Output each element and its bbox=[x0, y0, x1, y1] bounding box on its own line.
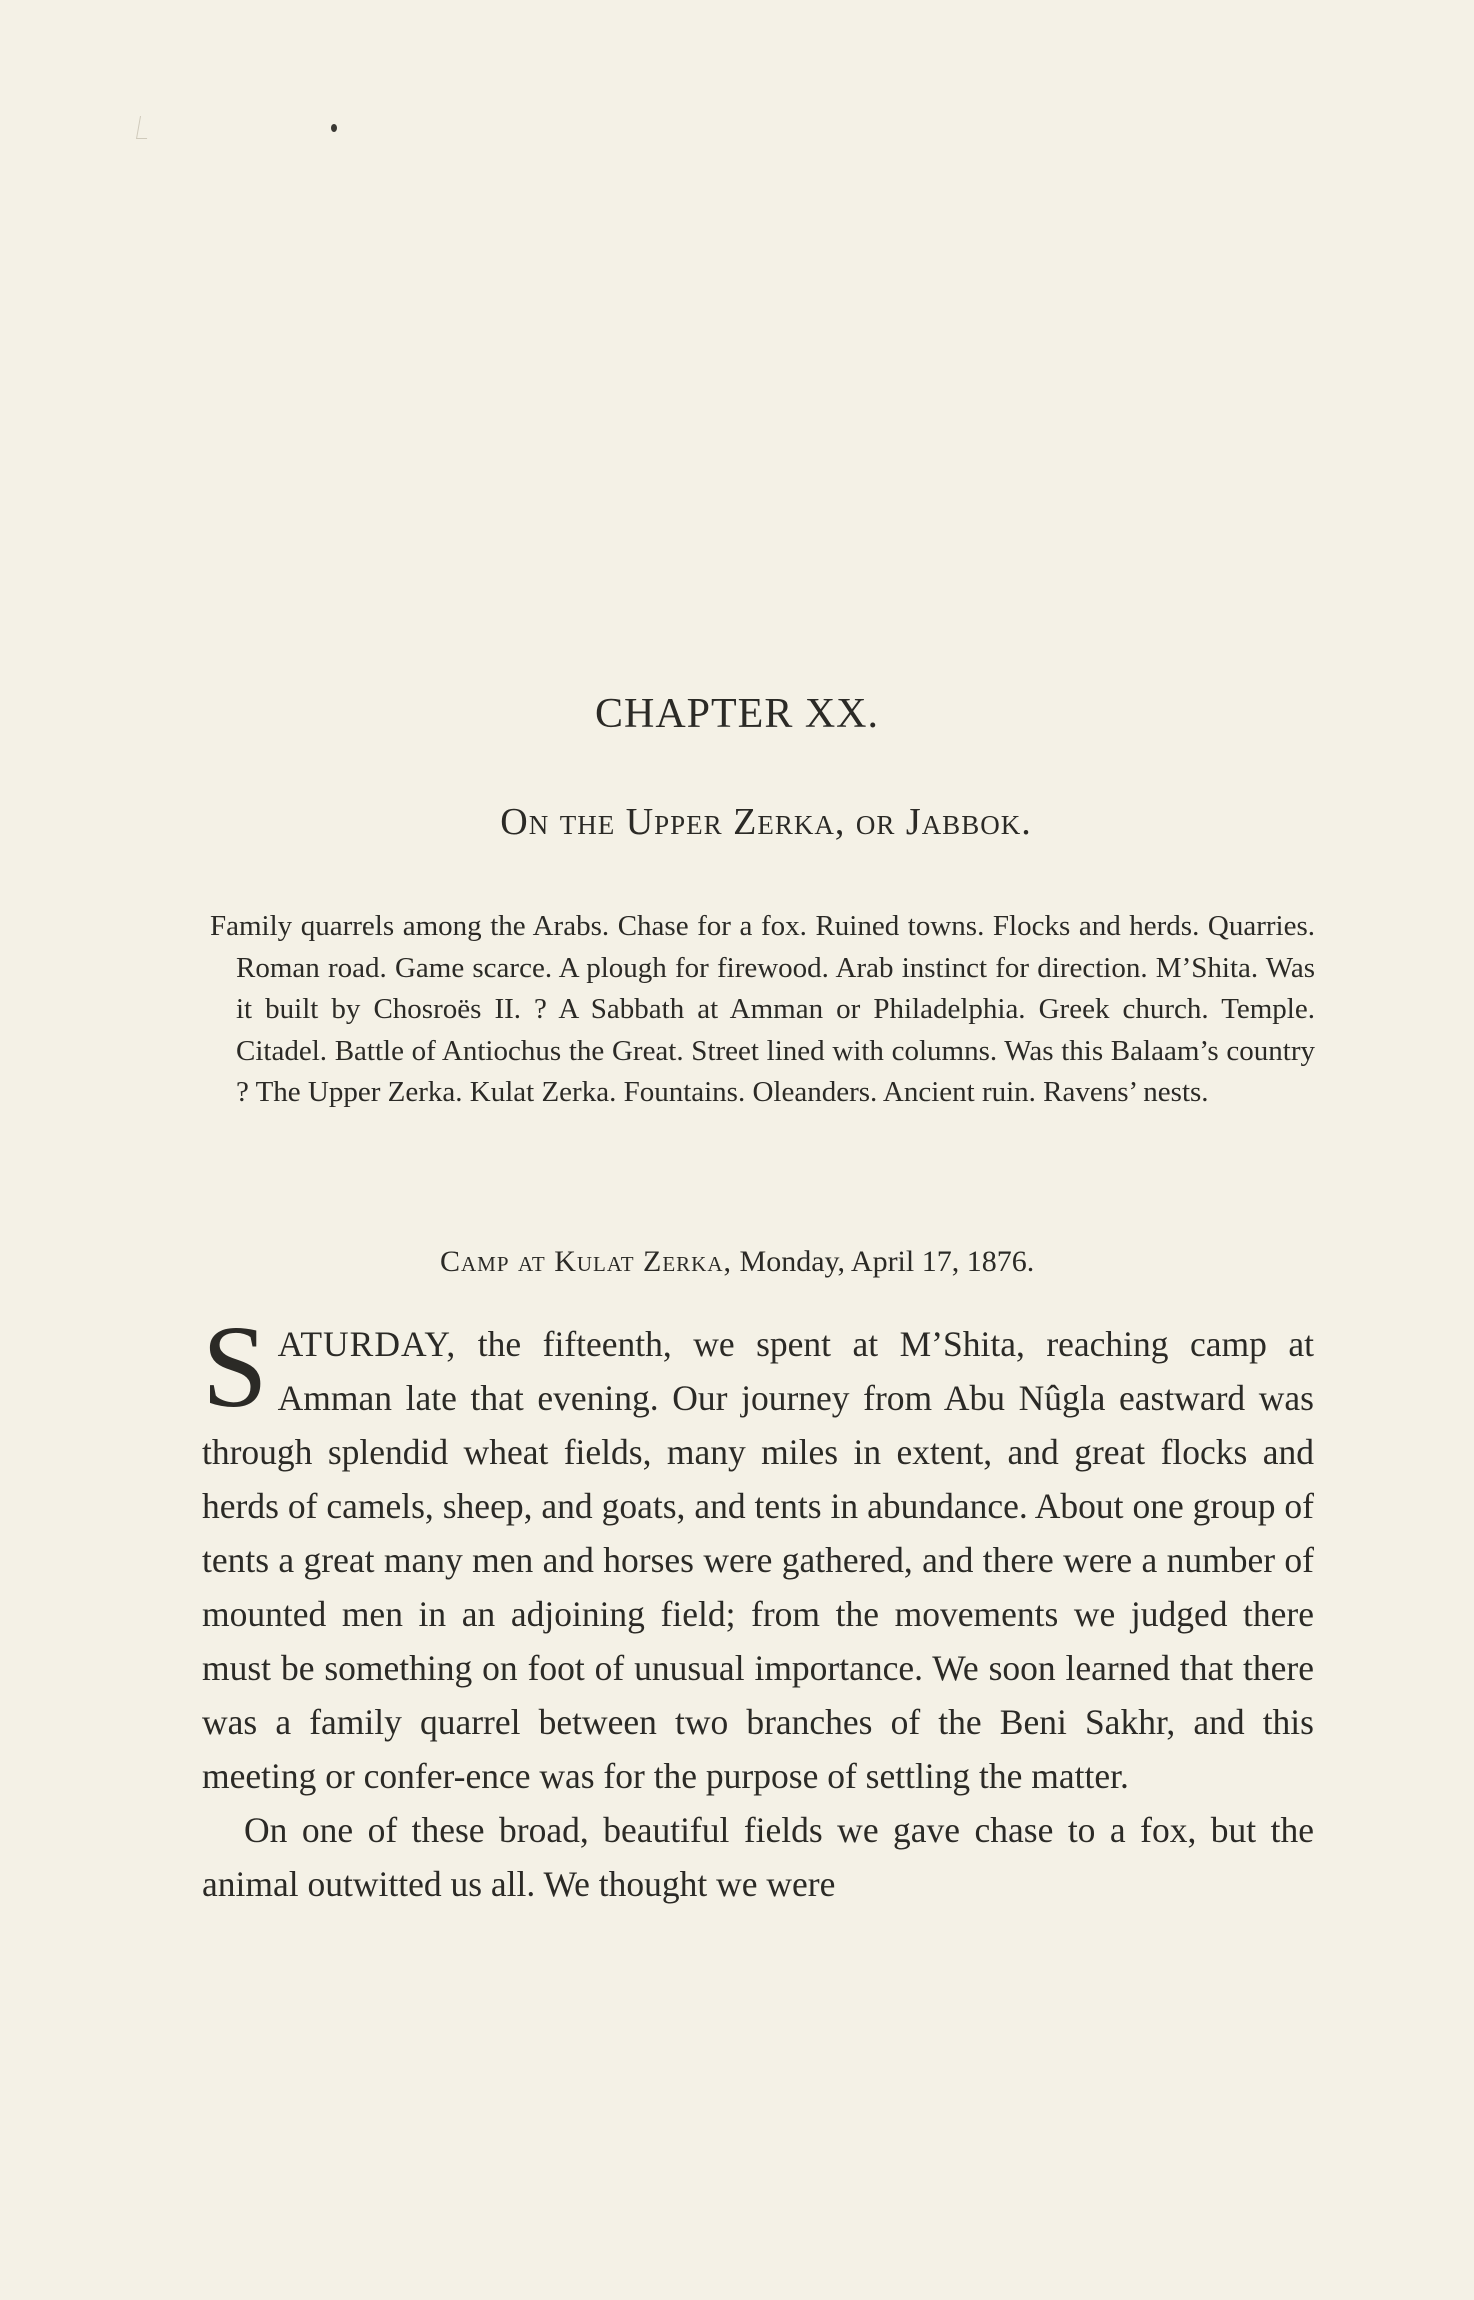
paragraph-1-text: the fifteenth, we spent at M’Shita, reaching camp at Amman late that evening. Our journey from Abu Nûgla eastward was through splendid wheat fields, many miles in extent, and great flocks and herds of camels, sheep, and goats, and tents in abundance. About one group of tents a great many men and horses were gathered, and there were a number of mounted men in an adjoining field; from the movements we judged there must be something on foot of unusual importance. We soon learned that there was a family quarrel between two branches of the Beni Sakhr, and this meeting or confer-ence was for the purpose of settling the matter. bbox=[202, 1324, 1314, 1796]
paragraph-1 bbox=[202, 1301, 1314, 1803]
dateline-place: Camp at Kulat Zerka, bbox=[440, 1245, 733, 1278]
dateline-date: Monday, April 17, 1876. bbox=[739, 1245, 1035, 1278]
chapter-title: CHAPTER XX. bbox=[594, 691, 880, 737]
chapter-subtitle: On the Upper Zerka, or Jabbok. bbox=[500, 801, 1032, 843]
pencil-mark bbox=[136, 116, 151, 139]
chapter-synopsis: Family quarrels among the Arabs. Chase for a fox. Ruined towns. Flocks and herds. Quarries. Roman road. Game scarce. A plough for firewood. Arab instinct for direction. M’Shita. Was it built by Chosroës II. ? A Sabbath at Amman or Philadelphia. Greek church. Temple. Citadel. Battle of Antiochus the Great. Street lined with columns. Was this Balaam’s country ? The Upper Zerka. Kulat Zerka. Fountains. Oleanders. Ancient ruin. Ravens’ nests. bbox=[210, 910, 1315, 1108]
paragraph-1-lead: ATURDAY, bbox=[277, 1324, 457, 1364]
ink-speck bbox=[331, 124, 337, 132]
drop-cap: S bbox=[202, 1301, 268, 1432]
body-text bbox=[202, 1301, 1314, 1911]
dateline bbox=[440, 1245, 1034, 1279]
paragraph-2: On one of these broad, beautiful fields we gave chase to a fox, but the animal outwitted us all. We thought we were bbox=[202, 1810, 1314, 1904]
